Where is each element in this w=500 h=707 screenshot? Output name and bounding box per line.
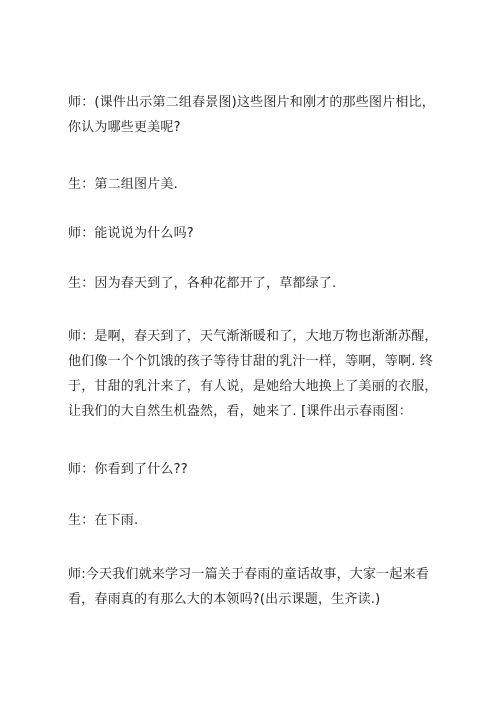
text-line: 看，春雨真的有那么大的本领吗?(出示课题，生齐读.) xyxy=(68,592,381,607)
text-line: 他们像一个个饥饿的孩子等待甘甜的乳汁一样，等啊，等啊. 终 xyxy=(68,354,434,369)
text-line: 于，甘甜的乳汁来了，有人说，是她给大地换上了美丽的衣服， xyxy=(68,379,438,394)
paragraph-teacher-narration xyxy=(68,324,448,424)
paragraph-student-answer-1 xyxy=(68,172,448,197)
text-line: 生：因为春天到了，各种花都开了，草都绿了. xyxy=(68,276,337,291)
text-line: 生：在下雨. xyxy=(68,513,139,528)
text-line: 师：你看到了什么?? xyxy=(68,462,188,477)
text-line: 师：能说说为什么吗? xyxy=(68,226,194,241)
paragraph-student-answer-2 xyxy=(68,271,448,296)
text-line: 师：(课件出示第二组春景图)这些图片和刚才的那些图片相比， xyxy=(68,95,435,110)
paragraph-teacher-question-1 xyxy=(68,221,448,246)
paragraph-teacher-question-2 xyxy=(68,457,448,482)
paragraph-teacher-closing xyxy=(68,562,448,612)
text-line: 你认为哪些更美呢? xyxy=(68,120,181,135)
text-line: 让我们的大自然生机盎然，看，她来了. [课件出示春雨图： xyxy=(68,404,412,419)
text-line: 师:今天我们就来学习一篇关于春雨的童话故事，大家一起来看 xyxy=(68,567,429,582)
text-line: 师：是啊，春天到了，天气渐渐暖和了，大地万物也渐渐苏醒， xyxy=(68,329,438,344)
paragraph-teacher-intro xyxy=(68,90,448,140)
paragraph-student-answer-3 xyxy=(68,508,448,533)
text-line: 生：第二组图片美. xyxy=(68,177,178,192)
